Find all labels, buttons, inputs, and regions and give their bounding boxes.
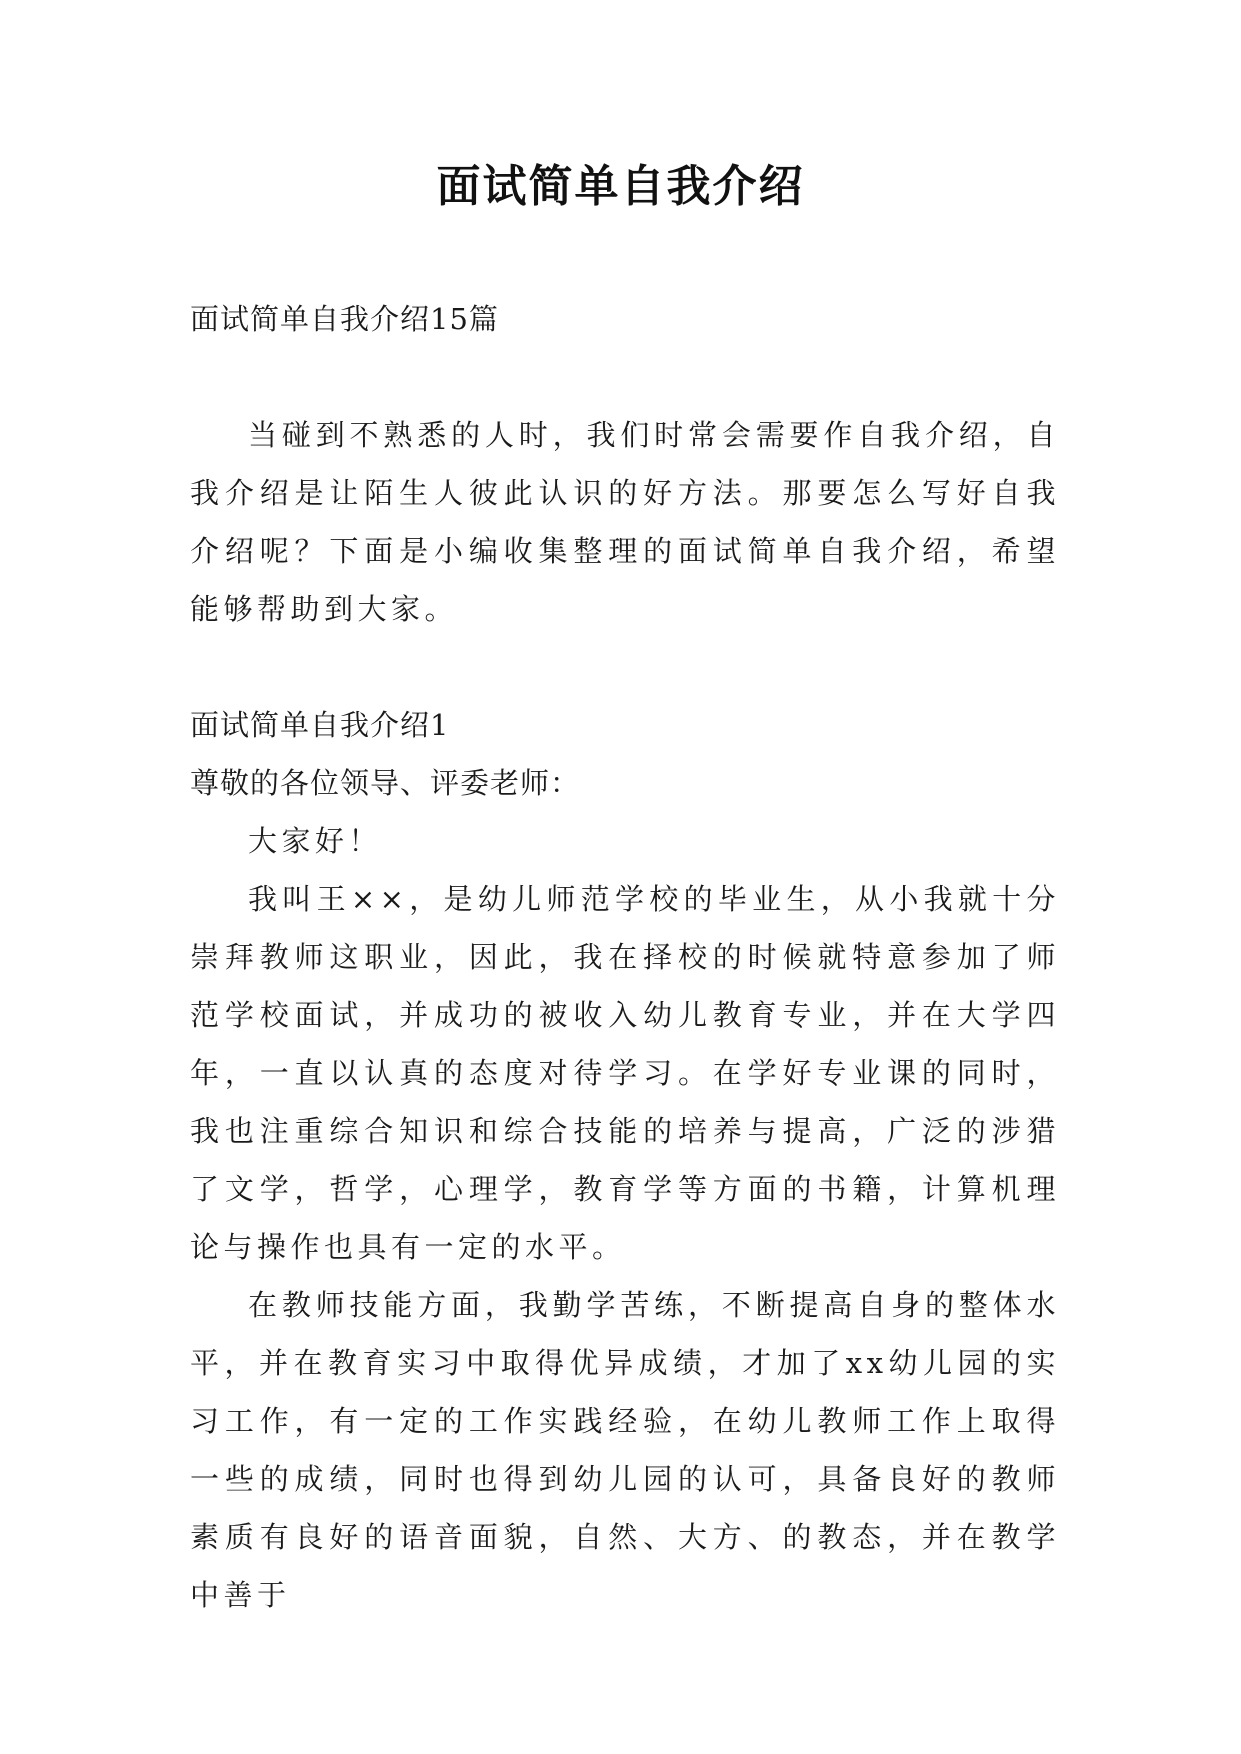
intro-paragraph: 当碰到不熟悉的人时，我们时常会需要作自我介绍，自我介绍是让陌生人彼此认识的好方法。那要怎么写好自我介绍呢？下面是小编收集整理的面试简单自我介绍，希望能够帮助到大家。 bbox=[190, 418, 1060, 626]
salutation: 尊敬的各位领导、评委老师： bbox=[190, 766, 581, 800]
section-heading: 面试简单自我介绍1 bbox=[190, 708, 450, 742]
greeting: 大家好！ bbox=[248, 824, 383, 858]
body-paragraph-1: 我叫王××，是幼儿师范学校的毕业生，从小我就十分崇拜教师这职业，因此，我在择校的时候就特意参加了师范学校面试，并成功的被收入幼儿教育专业，并在大学四年，一直以认真的态度对待学习。在学好专业课的同时，我也注重综合知识和综合技能的培养与提高，广泛的涉猎了文学，哲学，心理学，教育学等方面的书籍，计算机理论与操作也具有一定的水平。 bbox=[190, 882, 1060, 1264]
body-paragraph-2: 在教师技能方面，我勤学苦练，不断提高自身的整体水平，并在教育实习中取得优异成绩，才加了xx幼儿园的实习工作，有一定的工作实践经验，在幼儿教师工作上取得一些的成绩，同时也得到幼儿园的认可，具备良好的教师素质有良好的语音面貌，自然、大方、的教态，并在教学中善于 bbox=[190, 1288, 1060, 1612]
document-subtitle: 面试简单自我介绍15篇 bbox=[190, 302, 499, 336]
document-body bbox=[190, 290, 1060, 1624]
document-title: 面试简单自我介绍 bbox=[436, 161, 805, 212]
